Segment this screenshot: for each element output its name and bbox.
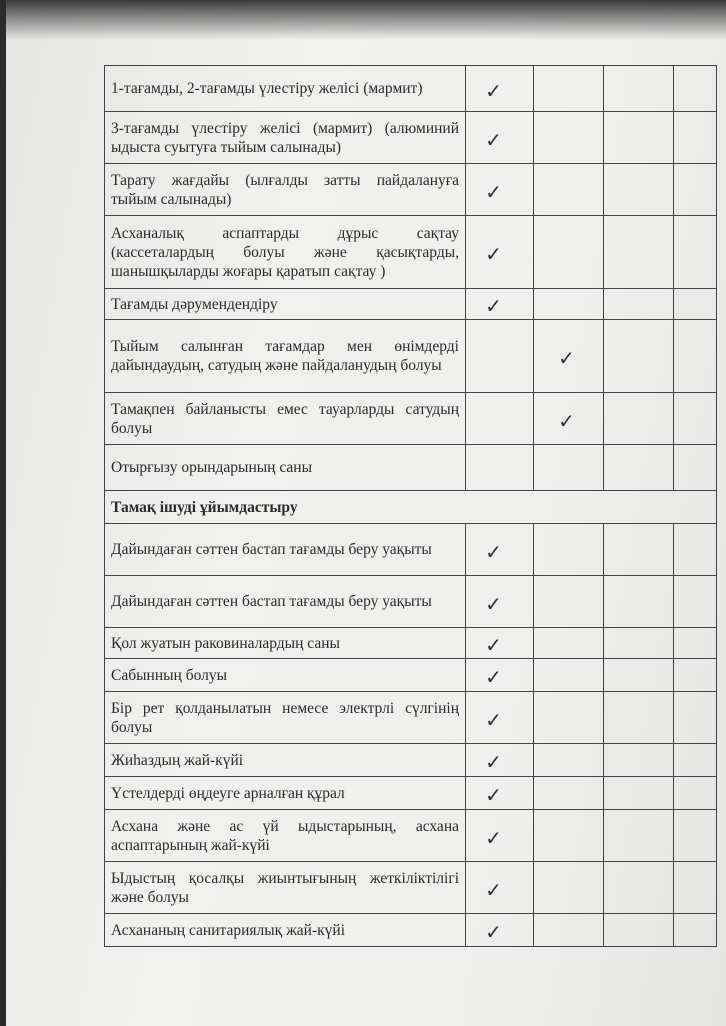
checkmark-icon: ✓ [485, 633, 502, 657]
checklist-item-text: Тарату жағдайы (ылғалды затты пайдалануға тыйым салынады) [105, 164, 466, 216]
check-cell-col-3 [604, 524, 674, 576]
check-cell-col-2 [534, 914, 604, 947]
check-cell-col-1 [466, 445, 534, 491]
check-cell-col-1 [466, 692, 534, 744]
checklist-item-text: Асхана және ас үй ыдыстарының, асхана аспаптарының жай-күйі [105, 810, 466, 862]
checklist-item-text: Асханалық аспаптарды дұрыс сақтау (кассеталардың болуы және қасықтарды, шанышқыларды жоғары қаратып сақтау ) [105, 216, 466, 289]
check-cell-col-4 [674, 744, 717, 777]
check-cell-col-2 [534, 445, 604, 491]
check-cell-col-3 [604, 810, 674, 862]
checklist-row [105, 810, 717, 862]
check-cell-col-4 [674, 524, 717, 576]
check-cell-col-4 [674, 445, 717, 491]
check-cell-col-1 [466, 576, 534, 628]
check-cell-col-3 [604, 445, 674, 491]
checkmark-icon: ✓ [485, 294, 502, 318]
check-cell-col-4 [674, 112, 717, 164]
checklist-item-text: Отырғызу орындарының саны [105, 445, 466, 491]
check-cell-col-1 [466, 862, 534, 914]
checklist-row [105, 112, 717, 164]
checklist-row [105, 659, 717, 692]
check-cell-col-3 [604, 777, 674, 810]
checkmark-icon: ✓ [485, 539, 502, 564]
checklist-row [105, 445, 717, 491]
check-cell-col-1 [466, 777, 534, 810]
section-title: Тамақ ішуді ұйымдастыру [105, 491, 717, 524]
checklist-item-text: Қол жуатын раковиналардың саны [105, 628, 466, 659]
checklist-item-text: Жиһаздың жай-күйі [105, 744, 466, 777]
check-cell-col-2 [534, 744, 604, 777]
checklist-row [105, 393, 717, 445]
checklist-row [105, 628, 717, 659]
check-cell-col-4 [674, 289, 717, 320]
checkmark-icon: ✓ [485, 242, 502, 266]
checklist-item-text: Тамақпен байланысты емес тауарларды сатудың болуы [105, 393, 466, 445]
checklist-row [105, 164, 717, 216]
check-cell-col-4 [674, 914, 717, 947]
checklist-item-text: Сабынның болуы [105, 659, 466, 692]
check-cell-col-2 [534, 112, 604, 164]
check-cell-col-3 [604, 320, 674, 393]
checklist-item-text: 3-тағамды үлестіру желісі (мармит) (алюминий ыдыста суытуға тыйым салынады) [105, 112, 466, 164]
check-cell-col-2 [534, 320, 604, 393]
check-cell-col-1 [466, 66, 534, 112]
check-cell-col-2 [534, 628, 604, 659]
check-cell-col-1 [466, 393, 534, 445]
check-cell-col-1 [466, 524, 534, 576]
check-cell-col-3 [604, 164, 674, 216]
checklist-item-text: Дайындаған сәттен бастап тағамды беру уақыты [105, 524, 466, 576]
check-cell-col-1 [466, 164, 534, 216]
checklist-body [105, 66, 717, 947]
check-cell-col-4 [674, 692, 717, 744]
checkmark-icon: ✓ [485, 127, 502, 152]
check-cell-col-3 [604, 692, 674, 744]
checklist-item-text: Тыйым салынған тағамдар мен өнімдерді дайындаудың, сатудың және пайдаланудың болуы [105, 320, 466, 393]
check-cell-col-3 [604, 862, 674, 914]
checklist-row [105, 914, 717, 947]
check-cell-col-4 [674, 659, 717, 692]
checkmark-icon: ✓ [558, 346, 575, 370]
check-cell-col-1 [466, 289, 534, 320]
checkmark-icon: ✓ [485, 783, 502, 807]
check-cell-col-4 [674, 66, 717, 112]
check-cell-col-3 [604, 659, 674, 692]
check-cell-col-1 [466, 216, 534, 289]
check-cell-col-4 [674, 393, 717, 445]
check-cell-col-4 [674, 862, 717, 914]
check-cell-col-3 [604, 628, 674, 659]
check-cell-col-1 [466, 744, 534, 777]
checklist-item-text: Тағамды дәрумендендіру [105, 289, 466, 320]
check-cell-col-3 [604, 289, 674, 320]
checklist-row [105, 289, 717, 320]
check-cell-col-4 [674, 320, 717, 393]
check-cell-col-2 [534, 66, 604, 112]
checkmark-icon: ✓ [485, 877, 502, 902]
checklist-item-text: Асхананың санитариялық жай-күйі [105, 914, 466, 947]
checklist-row [105, 576, 717, 628]
checklist-row [105, 66, 717, 112]
checkmark-icon: ✓ [485, 825, 502, 850]
check-cell-col-4 [674, 164, 717, 216]
document-page [6, 0, 726, 1026]
check-cell-col-3 [604, 112, 674, 164]
check-cell-col-2 [534, 289, 604, 320]
checkmark-icon: ✓ [485, 665, 502, 689]
checklist-row [105, 320, 717, 393]
check-cell-col-2 [534, 216, 604, 289]
check-cell-col-2 [534, 164, 604, 216]
checkmark-icon: ✓ [485, 78, 502, 103]
check-cell-col-3 [604, 914, 674, 947]
check-cell-col-2 [534, 659, 604, 692]
checkmark-icon: ✓ [558, 408, 575, 433]
check-cell-col-1 [466, 628, 534, 659]
check-cell-col-4 [674, 216, 717, 289]
page-top-shadow [6, 0, 726, 40]
inspection-checklist-table [104, 65, 717, 947]
checklist-item-text: Бір рет қолданылатын немесе электрлі сүлгінің болуы [105, 692, 466, 744]
checklist-row [105, 692, 717, 744]
checklist-row [105, 216, 717, 289]
checklist-row [105, 862, 717, 914]
check-cell-col-4 [674, 576, 717, 628]
check-cell-col-2 [534, 576, 604, 628]
checkmark-icon: ✓ [485, 707, 502, 732]
checkmark-icon: ✓ [485, 750, 502, 774]
check-cell-col-4 [674, 628, 717, 659]
check-cell-col-3 [604, 66, 674, 112]
check-cell-col-2 [534, 810, 604, 862]
check-cell-col-1 [466, 320, 534, 393]
checklist-row [105, 524, 717, 576]
check-cell-col-2 [534, 524, 604, 576]
check-cell-col-4 [674, 810, 717, 862]
checkmark-icon: ✓ [485, 179, 502, 204]
checkmark-icon: ✓ [485, 920, 502, 944]
check-cell-col-1 [466, 914, 534, 947]
checklist-row [105, 777, 717, 810]
check-cell-col-1 [466, 112, 534, 164]
check-cell-col-3 [604, 216, 674, 289]
check-cell-col-1 [466, 659, 534, 692]
check-cell-col-2 [534, 692, 604, 744]
check-cell-col-1 [466, 810, 534, 862]
check-cell-col-2 [534, 393, 604, 445]
check-cell-col-3 [604, 744, 674, 777]
checklist-item-text: Ыдыстың қосалқы жиынтығының жеткіліктілігі және болуы [105, 862, 466, 914]
checklist-item-text: Үстелдерді өңдеуге арналған құрал [105, 777, 466, 810]
checklist-item-text: Дайындаған сәттен бастап тағамды беру уақыты [105, 576, 466, 628]
section-header-row [105, 491, 717, 524]
checkmark-icon: ✓ [485, 591, 502, 616]
check-cell-col-4 [674, 777, 717, 810]
checklist-item-text: 1-тағамды, 2-тағамды үлестіру желісі (мармит) [105, 66, 466, 112]
checklist-row [105, 744, 717, 777]
check-cell-col-2 [534, 862, 604, 914]
check-cell-col-3 [604, 393, 674, 445]
check-cell-col-2 [534, 777, 604, 810]
check-cell-col-3 [604, 576, 674, 628]
